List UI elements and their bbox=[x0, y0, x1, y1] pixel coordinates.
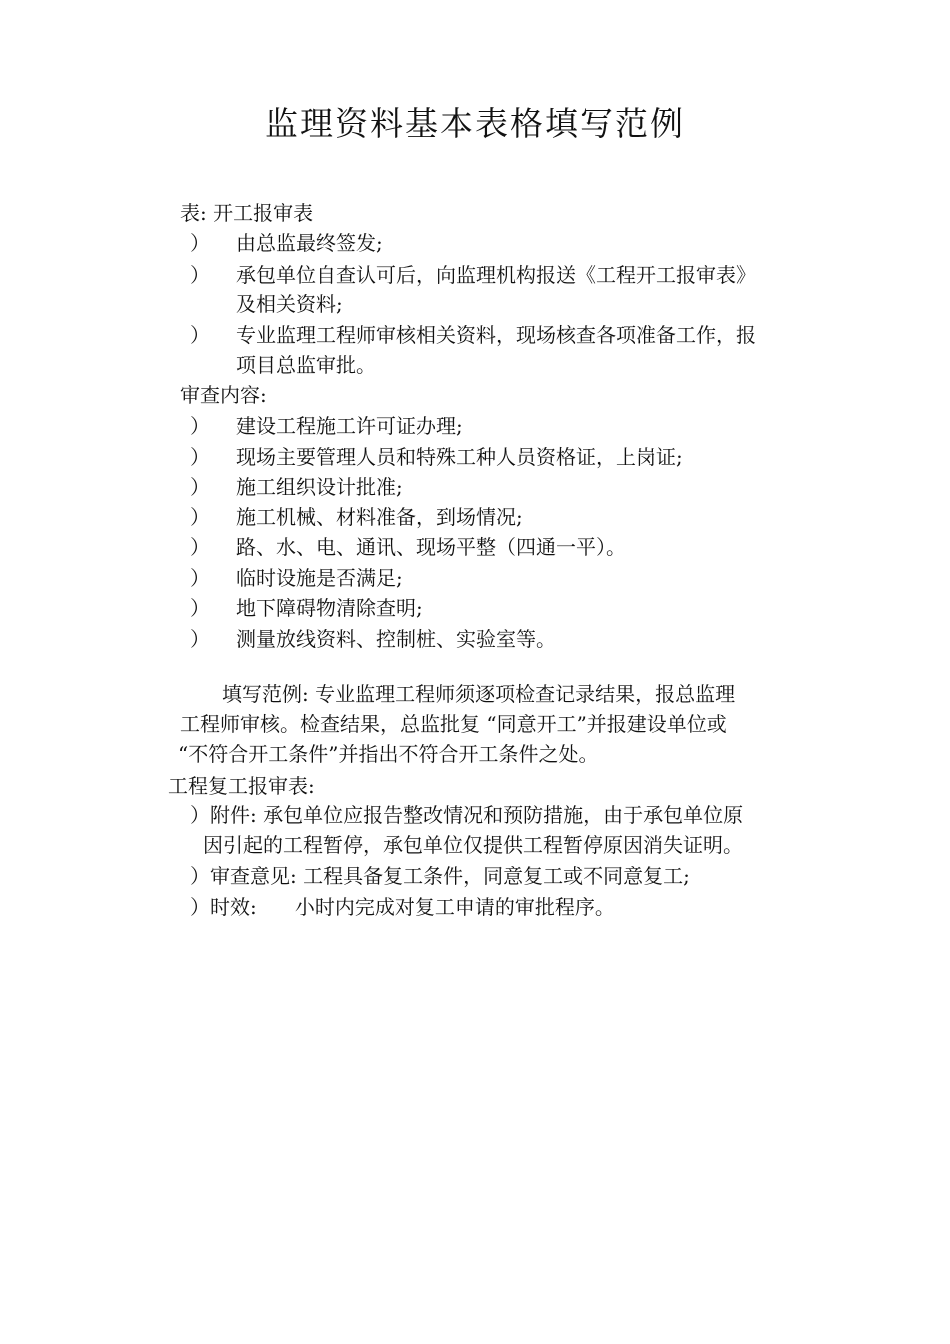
list-bullet: ） bbox=[190, 627, 210, 651]
list-item-continuation: 及相关资料; bbox=[236, 292, 343, 316]
list-item: 路、水、电、通讯、现场平整（四通一平）。 bbox=[236, 535, 626, 559]
list-item: 承包单位自查认可后，向监理机构报送《工程开工报审表》 bbox=[236, 263, 756, 287]
list-item: 测量放线资料、控制桩、实验室等。 bbox=[236, 627, 556, 651]
list-bullet: ） bbox=[190, 475, 210, 499]
list-bullet: ） bbox=[190, 596, 210, 620]
list-item: 现场主要管理人员和特殊工种人员资格证，上岗证; bbox=[236, 445, 683, 469]
section-heading-resume-review: 工程复工报审表: bbox=[168, 774, 315, 798]
page-title: 监理资料基本表格填写范例 bbox=[265, 104, 685, 143]
list-item: 施工机械、材料准备，到场情况; bbox=[236, 505, 523, 529]
list-item: 建设工程施工许可证办理; bbox=[236, 414, 463, 438]
list-bullet: ） bbox=[190, 445, 210, 469]
section-heading-review-contents: 审查内容: bbox=[180, 383, 267, 407]
list-item-continuation: 项目总监审批。 bbox=[236, 353, 376, 377]
example-paragraph-line: 填写范例: 专业监理工程师须逐项检查记录结果，报总监理 bbox=[222, 682, 736, 706]
example-paragraph-line: 工程师审核。检查结果，总监批复 “同意开工”并报建设单位或 bbox=[180, 712, 727, 736]
list-item: ）时效: 小时内完成对复工申请的审批程序。 bbox=[190, 895, 615, 919]
list-bullet: ） bbox=[190, 323, 210, 347]
list-item: 由总监最终签发; bbox=[236, 231, 383, 255]
section-heading-start-review: 表: 开工报审表 bbox=[180, 201, 314, 225]
list-item: 施工组织设计批准; bbox=[236, 475, 403, 499]
list-bullet: ） bbox=[190, 566, 210, 590]
list-bullet: ） bbox=[190, 231, 210, 255]
list-item: ）审查意见: 工程具备复工条件，同意复工或不同意复工; bbox=[190, 864, 690, 888]
list-item: 专业监理工程师审核相关资料，现场核查各项准备工作，报 bbox=[236, 323, 756, 347]
list-bullet: ） bbox=[190, 505, 210, 529]
list-item: 地下障碍物清除查明; bbox=[236, 596, 423, 620]
example-paragraph-line: “不符合开工条件”并指出不符合开工条件之处。 bbox=[178, 742, 599, 766]
list-item: ）附件: 承包单位应报告整改情况和预防措施，由于承包单位原 bbox=[190, 803, 744, 827]
list-bullet: ） bbox=[190, 535, 210, 559]
list-bullet: ） bbox=[190, 263, 210, 287]
list-item: 临时设施是否满足; bbox=[236, 566, 403, 590]
list-item-continuation: 因引起的工程暂停，承包单位仅提供工程暂停原因消失证明。 bbox=[203, 833, 743, 857]
list-bullet: ） bbox=[190, 414, 210, 438]
